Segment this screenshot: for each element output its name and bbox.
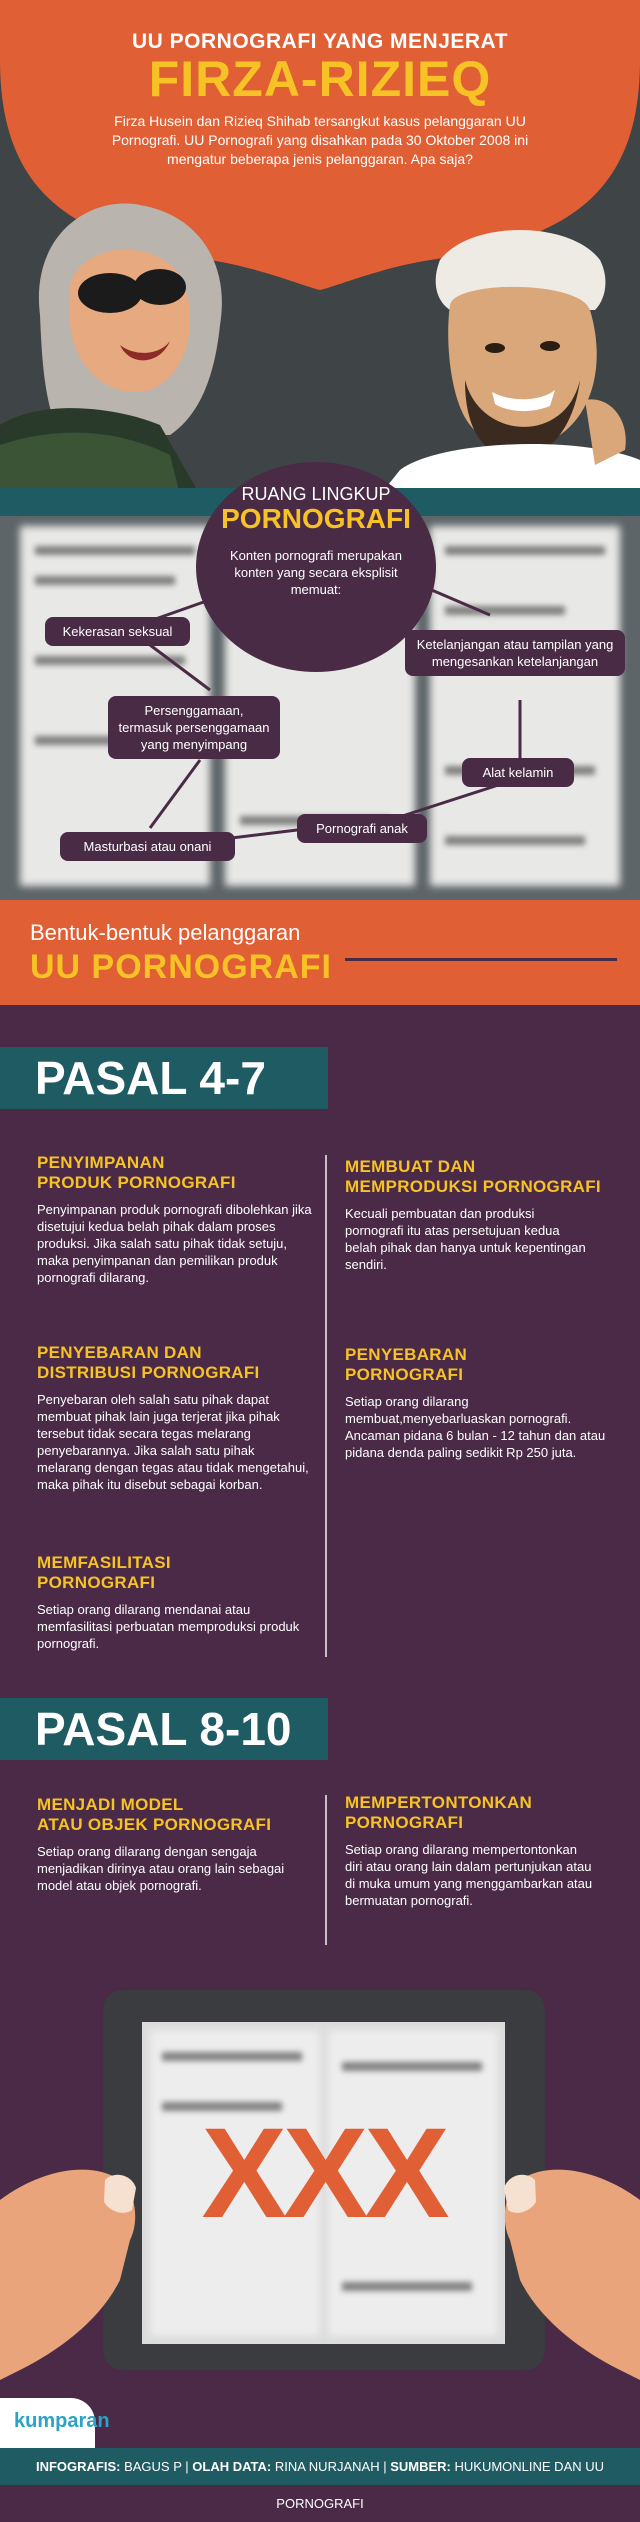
scope-heading-line2: PORNOGRAFI <box>221 503 411 534</box>
bentuk-divider <box>345 958 617 961</box>
scope-tag-masturbasi: Masturbasi atau onani <box>60 832 235 861</box>
bentuk-heading-line1: Bentuk-bentuk pelanggaran <box>30 920 301 945</box>
membuat-heading: MEMBUAT DAN MEMPRODUKSI PORNOGRAFI <box>345 1157 601 1196</box>
scope-heading-line1: RUANG LINGKUP <box>241 484 391 504</box>
scope-tag-persenggamaan: Persenggamaan, termasuk persenggamaan yang menyimpang <box>108 696 280 759</box>
scope-tag-alat-kelamin: Alat kelamin <box>462 758 574 787</box>
header-subtitle: UU PORNOGRAFI YANG MENJERAT <box>132 30 508 53</box>
penyimpanan-heading: PENYIMPANAN PRODUK PORNOGRAFI <box>37 1153 236 1192</box>
footer-infografis-value: BAGUS P <box>124 2459 182 2474</box>
mempertontonkan-body: Setiap orang dilarang mempertontonkan diri atau orang lain dalam pertunjukan atau di muka umum yang menggambarkan atau bermuatan pornografi. <box>345 1842 593 1908</box>
xxx-overlay-text: XXX <box>201 2102 446 2245</box>
footer-infografis-label: INFOGRAFIS: <box>35 2459 121 2474</box>
pasal-4-7-divider <box>325 1155 327 1657</box>
model-objek-body: Setiap orang dilarang dengan sengaja menjadikan dirinya atau orang lain sebagai model atau objek pornografi. <box>37 1844 285 1893</box>
header-description: Firza Husein dan Rizieq Shihab tersangkut kasus pelanggaran UU Pornografi. UU Pornografi yang disahkan pada 30 Oktober 2008 ini mengatur beberapa jenis pelanggaran. Apa saja? <box>111 113 529 167</box>
hands-illustration <box>0 2020 640 2448</box>
penyebaran-body: Setiap orang dilarang membuat,menyebarluaskan pornografi. Ancaman pidana 6 bulan - 12 tahun dan atau pidana denda paling sedikit Rp 250 juta. <box>345 1394 606 1460</box>
pasal-8-10-divider <box>325 1795 327 1945</box>
scope-description: Konten pornografi merupakan konten yang secara eksplisit memuat: <box>229 548 402 597</box>
model-objek-heading: MENJADI MODEL ATAU OBJEK PORNOGRAFI <box>37 1795 272 1834</box>
scope-tag-kekerasan: Kekerasan seksual <box>45 617 190 646</box>
pasal-8-10-banner: PASAL 8-10 <box>0 1698 328 1760</box>
memfasilitasi-body: Setiap orang dilarang mendanai atau memfasilitasi perbuatan memproduksi produk pornografi. <box>37 1602 300 1651</box>
penyebaran-distribusi-body: Penyebaran oleh salah satu pihak dapat membuat pihak lain juga terjerat jika pihak tersebut tidak secara tegas melarang penyebarannya. Jika salah satu pihak melarang dengan tegas atau tidak mengetahui, maka pihak itu disebut sebagai korban. <box>37 1392 309 1492</box>
footer-sumber-value: HUKUMONLINE DAN UU PORNOGRAFI <box>276 2459 605 2511</box>
penyebaran-distribusi-heading: PENYEBARAN DAN DISTRIBUSI PORNOGRAFI <box>37 1343 260 1382</box>
pasal-4-7-banner: PASAL 4-7 <box>0 1047 328 1109</box>
scope-tag-ketelanjangan: Ketelanjangan atau tampilan yang mengesankan ketelanjangan <box>405 630 625 676</box>
mempertontonkan-heading: MEMPERTONTONKAN PORNOGRAFI <box>345 1793 533 1832</box>
membuat-body: Kecuali pembuatan dan produksi pornografi itu atas persetujuan kedua belah pihak dan hanya untuk kepentingan sendiri. <box>345 1206 586 1272</box>
footer-credits: INFOGRAFIS: BAGUS P | OLAH DATA: RINA NURJANAH | SUMBER: HUKUMONLINE DAN UU PORNOGRAFI <box>0 2448 640 2485</box>
penyebaran-heading: PENYEBARAN PORNOGRAFI <box>345 1345 468 1384</box>
bentuk-heading-line2: UU PORNOGRAFI <box>30 948 332 986</box>
footer-olah-value: RINA NURJANAH <box>274 2459 380 2474</box>
penyimpanan-body: Penyimpanan produk pornografi dibolehkan jika disetujui kedua belah pihak dalam proses produksi. Jika salah satu pihak tidak setuju, maka penyimpanan dan pemilikan produk pornografi dilarang. <box>37 1202 312 1285</box>
scope-tag-pornografi-anak: Pornografi anak <box>297 814 427 843</box>
footer-olah-label: OLAH DATA: <box>192 2459 272 2474</box>
memfasilitasi-heading: MEMFASILITASI PORNOGRAFI <box>37 1553 171 1592</box>
header-title: FIRZA-RIZIEQ <box>148 51 492 107</box>
footer-sumber-label: SUMBER: <box>390 2459 451 2474</box>
kumparan-logo: kumparan <box>14 2410 110 2432</box>
